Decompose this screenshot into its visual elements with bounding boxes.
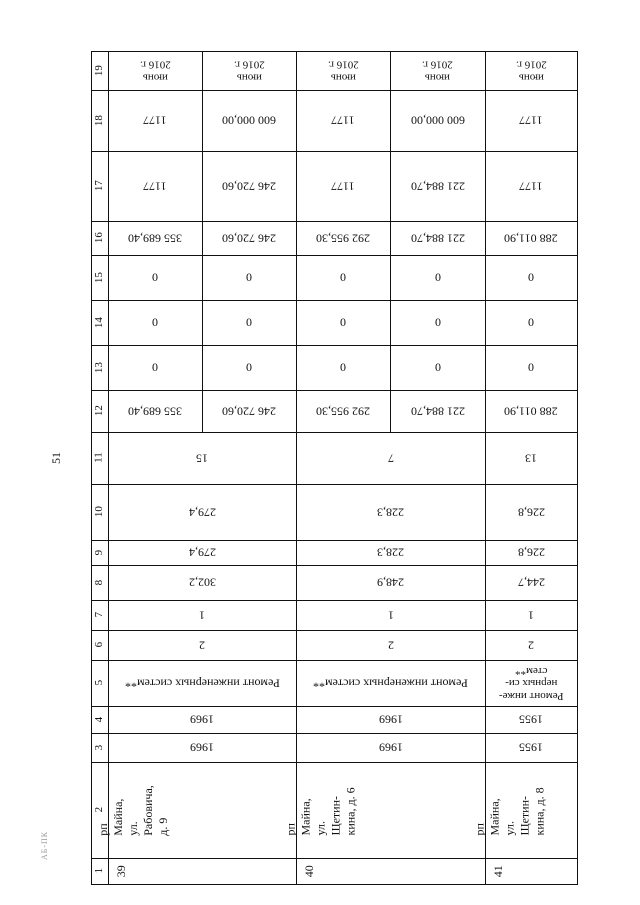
cell-40b-c18: 600 000,00 (410, 113, 465, 128)
cell-39a-c13: 0 (152, 360, 158, 375)
cell-40a-c18: 1177 (331, 113, 355, 128)
cell-39b-c17: 246 720,60 (222, 179, 276, 194)
cell-39a-c12: 355 689,40 (128, 404, 182, 419)
col-header-10: 10 (92, 506, 105, 518)
cell-41-c16: 288 011,90 (504, 231, 558, 246)
cell-40b-c12: 221 884,70 (410, 404, 465, 419)
col-header-1: 1 (92, 868, 105, 874)
col-header-6: 6 (92, 642, 105, 648)
page-number: 51 (48, 452, 63, 464)
cell-40b-c16: 221 884,70 (410, 231, 465, 246)
col-header-19: 19 (92, 65, 105, 76)
col-header-8: 8 (92, 579, 105, 586)
cell-41-c15: 0 (528, 270, 534, 285)
col-header-15: 15 (92, 272, 105, 283)
cell-39a-c14: 0 (152, 315, 158, 330)
col-header-5: 5 (92, 680, 105, 686)
cell-39-c7: 1 (199, 608, 205, 623)
col-header-14: 14 (92, 317, 105, 328)
cell-40-c6: 2 (387, 638, 394, 653)
col-header-13: 13 (92, 362, 105, 373)
cell-39b-c16: 246 720,60 (222, 231, 276, 246)
margin-mark: АБ-ПК (40, 830, 49, 860)
cell-41-c3: 1955 (519, 740, 543, 755)
cell-40a-c13: 0 (340, 360, 346, 375)
cell-39b-c12: 246 720,60 (222, 404, 276, 419)
cell-39-c6: 2 (199, 638, 205, 653)
cell-41-num: 41 (490, 864, 505, 877)
cell-39a-c18: 1177 (143, 113, 167, 128)
cell-41-c17: 1177 (519, 179, 543, 194)
cell-41-c8: 244,7 (517, 575, 545, 590)
cell-39a-c19: июнь 2016 г. (139, 58, 171, 84)
cell-39-c10: 279,4 (188, 505, 216, 520)
cell-39-c8: 302,2 (188, 575, 216, 590)
cell-40a-c19: июнь 2016 г. (327, 58, 359, 84)
cell-40-c9: 228,3 (377, 545, 404, 560)
cell-41-c11: 13 (525, 451, 537, 466)
cell-39b-c15: 0 (246, 270, 252, 285)
cell-39b-c19: июнь 2016 г. (233, 58, 265, 84)
cell-40-num: 40 (301, 864, 316, 877)
cell-41-c6: 2 (528, 638, 534, 653)
cell-39-num: 39 (113, 864, 128, 877)
cell-39-c4: 1969 (190, 712, 214, 727)
col-header-16: 16 (92, 232, 105, 244)
cell-40a-c15: 0 (340, 270, 346, 285)
cell-41-c9: 226,8 (517, 545, 545, 560)
cell-39b-c14: 0 (246, 315, 252, 330)
cell-41-c5: Ремонт инже- нерных си- стем** (498, 664, 564, 702)
cell-39a-c15: 0 (152, 270, 158, 285)
cell-40-c7: 1 (387, 608, 394, 623)
cell-41-c7: 1 (528, 608, 534, 623)
col-header-7: 7 (92, 612, 105, 618)
cell-39-c11: 15 (196, 451, 208, 466)
cell-40a-c14: 0 (340, 315, 346, 330)
cell-41-c12: 288 011,90 (504, 404, 558, 419)
cell-40b-c19: июнь 2016 г. (422, 58, 453, 84)
cell-40b-c17: 221 884,70 (410, 179, 465, 194)
cell-40-address: рп Майна, ул. Щетин- кина, д. 6 (283, 786, 358, 835)
cell-40-c10: 228,3 (377, 505, 404, 520)
cell-40b-c13: 0 (434, 360, 441, 375)
cell-41-c18: 1177 (519, 113, 543, 128)
cell-40-c11: 7 (387, 451, 394, 466)
cell-40b-c15: 0 (434, 270, 441, 285)
col-header-12: 12 (92, 405, 105, 417)
cell-41-c13: 0 (528, 360, 534, 375)
cell-40b-c14: 0 (434, 315, 441, 330)
col-header-18: 18 (92, 115, 105, 126)
col-header-9: 9 (92, 549, 105, 556)
col-header-17: 17 (92, 180, 105, 192)
cell-39b-c18: 600 000,00 (222, 113, 276, 128)
cell-39-c9: 279,4 (188, 545, 216, 560)
cell-40a-c17: 1177 (331, 179, 355, 194)
cell-40a-c16: 292 955,30 (316, 231, 370, 246)
cell-39a-c17: 1177 (143, 179, 167, 194)
cell-40-c4: 1969 (378, 712, 403, 727)
cell-40-c3: 1969 (378, 740, 403, 755)
cell-39-address: рп Майна, ул. Рабовича, д. 9 (95, 784, 170, 836)
cell-40-c5: Ремонт инженерных систем** (313, 676, 468, 691)
col-header-4: 4 (92, 716, 105, 723)
col-header-3: 3 (92, 744, 105, 751)
cell-41-c19: июнь 2016 г. (515, 58, 547, 84)
cell-39-c5: Ремонт инженерных систем** (124, 676, 280, 691)
cell-39b-c13: 0 (246, 360, 252, 375)
cell-40a-c12: 292 955,30 (316, 404, 370, 419)
cell-41-c14: 0 (528, 315, 534, 330)
cell-40-c8: 248,9 (377, 575, 404, 590)
cell-41-address: рп Майна, ул. Щетин- кина, д. 8 (472, 786, 547, 835)
cell-39-c3: 1969 (190, 740, 214, 755)
col-header-11: 11 (92, 452, 105, 464)
cell-39a-c16: 355 689,40 (128, 231, 182, 246)
col-header-2: 2 (92, 807, 105, 813)
cell-41-c4: 1955 (519, 712, 543, 727)
cell-41-c10: 226,8 (517, 505, 545, 520)
